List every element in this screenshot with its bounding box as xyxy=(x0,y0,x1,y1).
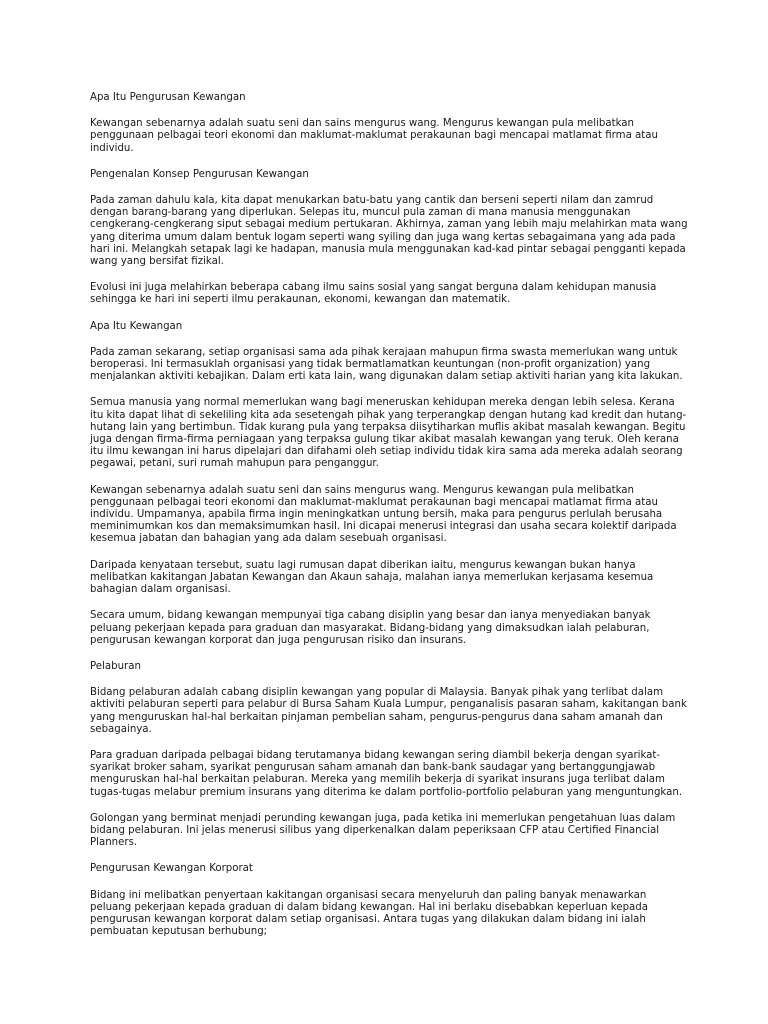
paragraph: Pada zaman sekarang, setiap organisasi sama ada pihak kerajaan mahupun firma swasta memerlukan wang untuk beroperasi. Ini termasuklah organisasi yang tidak bermatlamatkan keuntungan (non-profit organization) yang menjalankan aktiviti kebajikan. Dalam erti kata lain, wang digunakan dalam setiap aktiviti harian yang kita lakukan. xyxy=(90,346,683,383)
paragraph: Evolusi ini juga melahirkan beberapa cabang ilmu sains sosial yang sangat berguna dalam kehidupan manusia sehingga ke hari ini seperti ilmu perakaunan, ekonomi, kewangan dan matematik. xyxy=(90,282,657,306)
heading-pengurusan-kewangan: Apa Itu Pengurusan Kewangan xyxy=(90,92,246,103)
heading-pengenalan-konsep: Pengenalan Konsep Pengurusan Kewangan xyxy=(90,168,309,180)
heading-pengurusan-kewangan-korporat: Pengurusan Kewangan Korporat xyxy=(90,863,253,875)
paragraph: Golongan yang berminat menjadi perunding kewangan juga, pada ketika ini memerlukan pengetahuan luas dalam bidang pelaburan. Ini jelas menerusi silibus yang diperkenalkan dalam peperiksaan CFP atau Certified Financial Planners. xyxy=(90,812,676,849)
paragraph: Bidang ini melibatkan penyertaan kakitangan organisasi secara menyeluruh dan paling banyak menawarkan peluang pekerjaan kepada graduan di dalam bidang kewangan. Hal ini berlaku disebabkan keperluan kepada pengurusan kewangan korporat dalam setiap organisasi. Antara tugas yang dilakukan dalam bidang ini ialah pembuatan keputusan berhubung; xyxy=(90,889,648,938)
heading-apa-itu-kewangan: Apa Itu Kewangan xyxy=(90,320,183,332)
paragraph: Secara umum, bidang kewangan mempunyai tiga cabang disiplin yang besar dan ianya menyediakan banyak peluang pekerjaan kepada para graduan dan masyarakat. Bidang-bidang yang dimaksudkan ialah pelaburan, pengurusan kewangan korporat dan juga pengurusan risiko dan insurans. xyxy=(90,610,651,646)
paragraph: Daripada kenyataan tersebut, suatu lagi rumusan dapat diberikan iaitu, mengurus kewangan bukan hanya melibatkan kakitangan Jabatan Kewangan dan Akaun sahaja, malahan ianya memerlukan kerjasama kesemua bahagian dalam organisasi. xyxy=(90,559,654,596)
paragraph: Kewangan sebenarnya adalah suatu seni dan sains mengurus wang. Mengurus kewangan pula melibatkan penggunaan pelbagai teori ekonomi dan maklumat-maklumat perakaunan bagi mencapai matlamat firma atau individu. Umpamanya, apabila firma ingin meningkatkan untung bersih, maka para pengurus perlulah berusaha meminimumkan kos dan memaksimumkan hasil. Ini dicapai menerusi integrasi dan usaha secara kolektif daripada kesemua jabatan dan bahagian yang ada dalam sesebuah organisasi. xyxy=(90,484,677,545)
paragraph: Bidang pelaburan adalah cabang disiplin kewangan yang popular di Malaysia. Banyak pihak yang terlibat dalam aktiviti pelaburan seperti para pelabur di Bursa Saham Kuala Lumpur, penganalisis pasaran saham, kakitangan bank yang menguruskan hal-hal berkaitan pinjaman pembelian saham, pengurus-pengurus dana saham amanah dan sebagainya. xyxy=(90,687,687,735)
paragraph: Pada zaman dahulu kala, kita dapat menukarkan batu-batu yang cantik dan berseni seperti nilam dan zamrud dengan barang-barang yang diperlukan. Selepas itu, muncul pula zaman di mana manusia menggunakan cengkerang-cengkerang siput sebagai medium pertukaran. Akhirnya, zaman yang lebih maju melahirkan mata wang yang diterima umum dalam bentuk logam seperti wang syiling dan juga wang kertas sebagaimana yang ada pada hari ini. Melangkah setapak lagi ke hadapan, manusia mula menggunakan kad-kad pintar sebagai pengganti kepada wang yang bersifat fizikal. xyxy=(90,195,688,268)
paragraph: Semua manusia yang normal memerlukan wang bagi meneruskan kehidupan mereka dengan lebih selesa. Kerana itu kita dapat lihat di sekeliling kita ada sesetengah pihak yang terperangkap dengan hutang kad kredit dan hutang-hutang lain yang bertimbun. Tidak kurang pula yang terpaksa diisytiharkan muflis akibat masalah kewangan. Begitu juga dengan firma-firma perniagaan yang terpaksa gulung tikar akibat masalah kewangan yang teruk. Oleh kerana itu ilmu kewangan ini harus dipelajari dan difahami oleh setiap individu tidak kira sama ada mereka adalah seorang pegawai, petani, suri rumah mahupun para penganggur. xyxy=(90,397,687,470)
document-page xyxy=(90,92,690,952)
heading-pelaburan: Pelaburan xyxy=(90,660,141,672)
paragraph: Kewangan sebenarnya adalah suatu seni dan sains mengurus wang. Mengurus kewangan pula melibatkan penggunaan pelbagai teori ekonomi dan maklumat-maklumat perakaunan bagi mencapai matlamat firma atau individu. xyxy=(90,118,658,154)
paragraph: Para graduan daripada pelbagai bidang terutamanya bidang kewangan sering diambil bekerja dengan syarikat-syarikat broker saham, syarikat pengurusan saham amanah dan bank-bank saudagar yang bertanggungjawab menguruskan hal-hal berkaitan pelaburan. Mereka yang memilih bekerja di syarikat insurans juga terlibat dalam tugas-tugas melabur premium insurans yang diterima ke dalam portfolio-portfolio pelaburan yang menguntungkan. xyxy=(90,749,683,798)
